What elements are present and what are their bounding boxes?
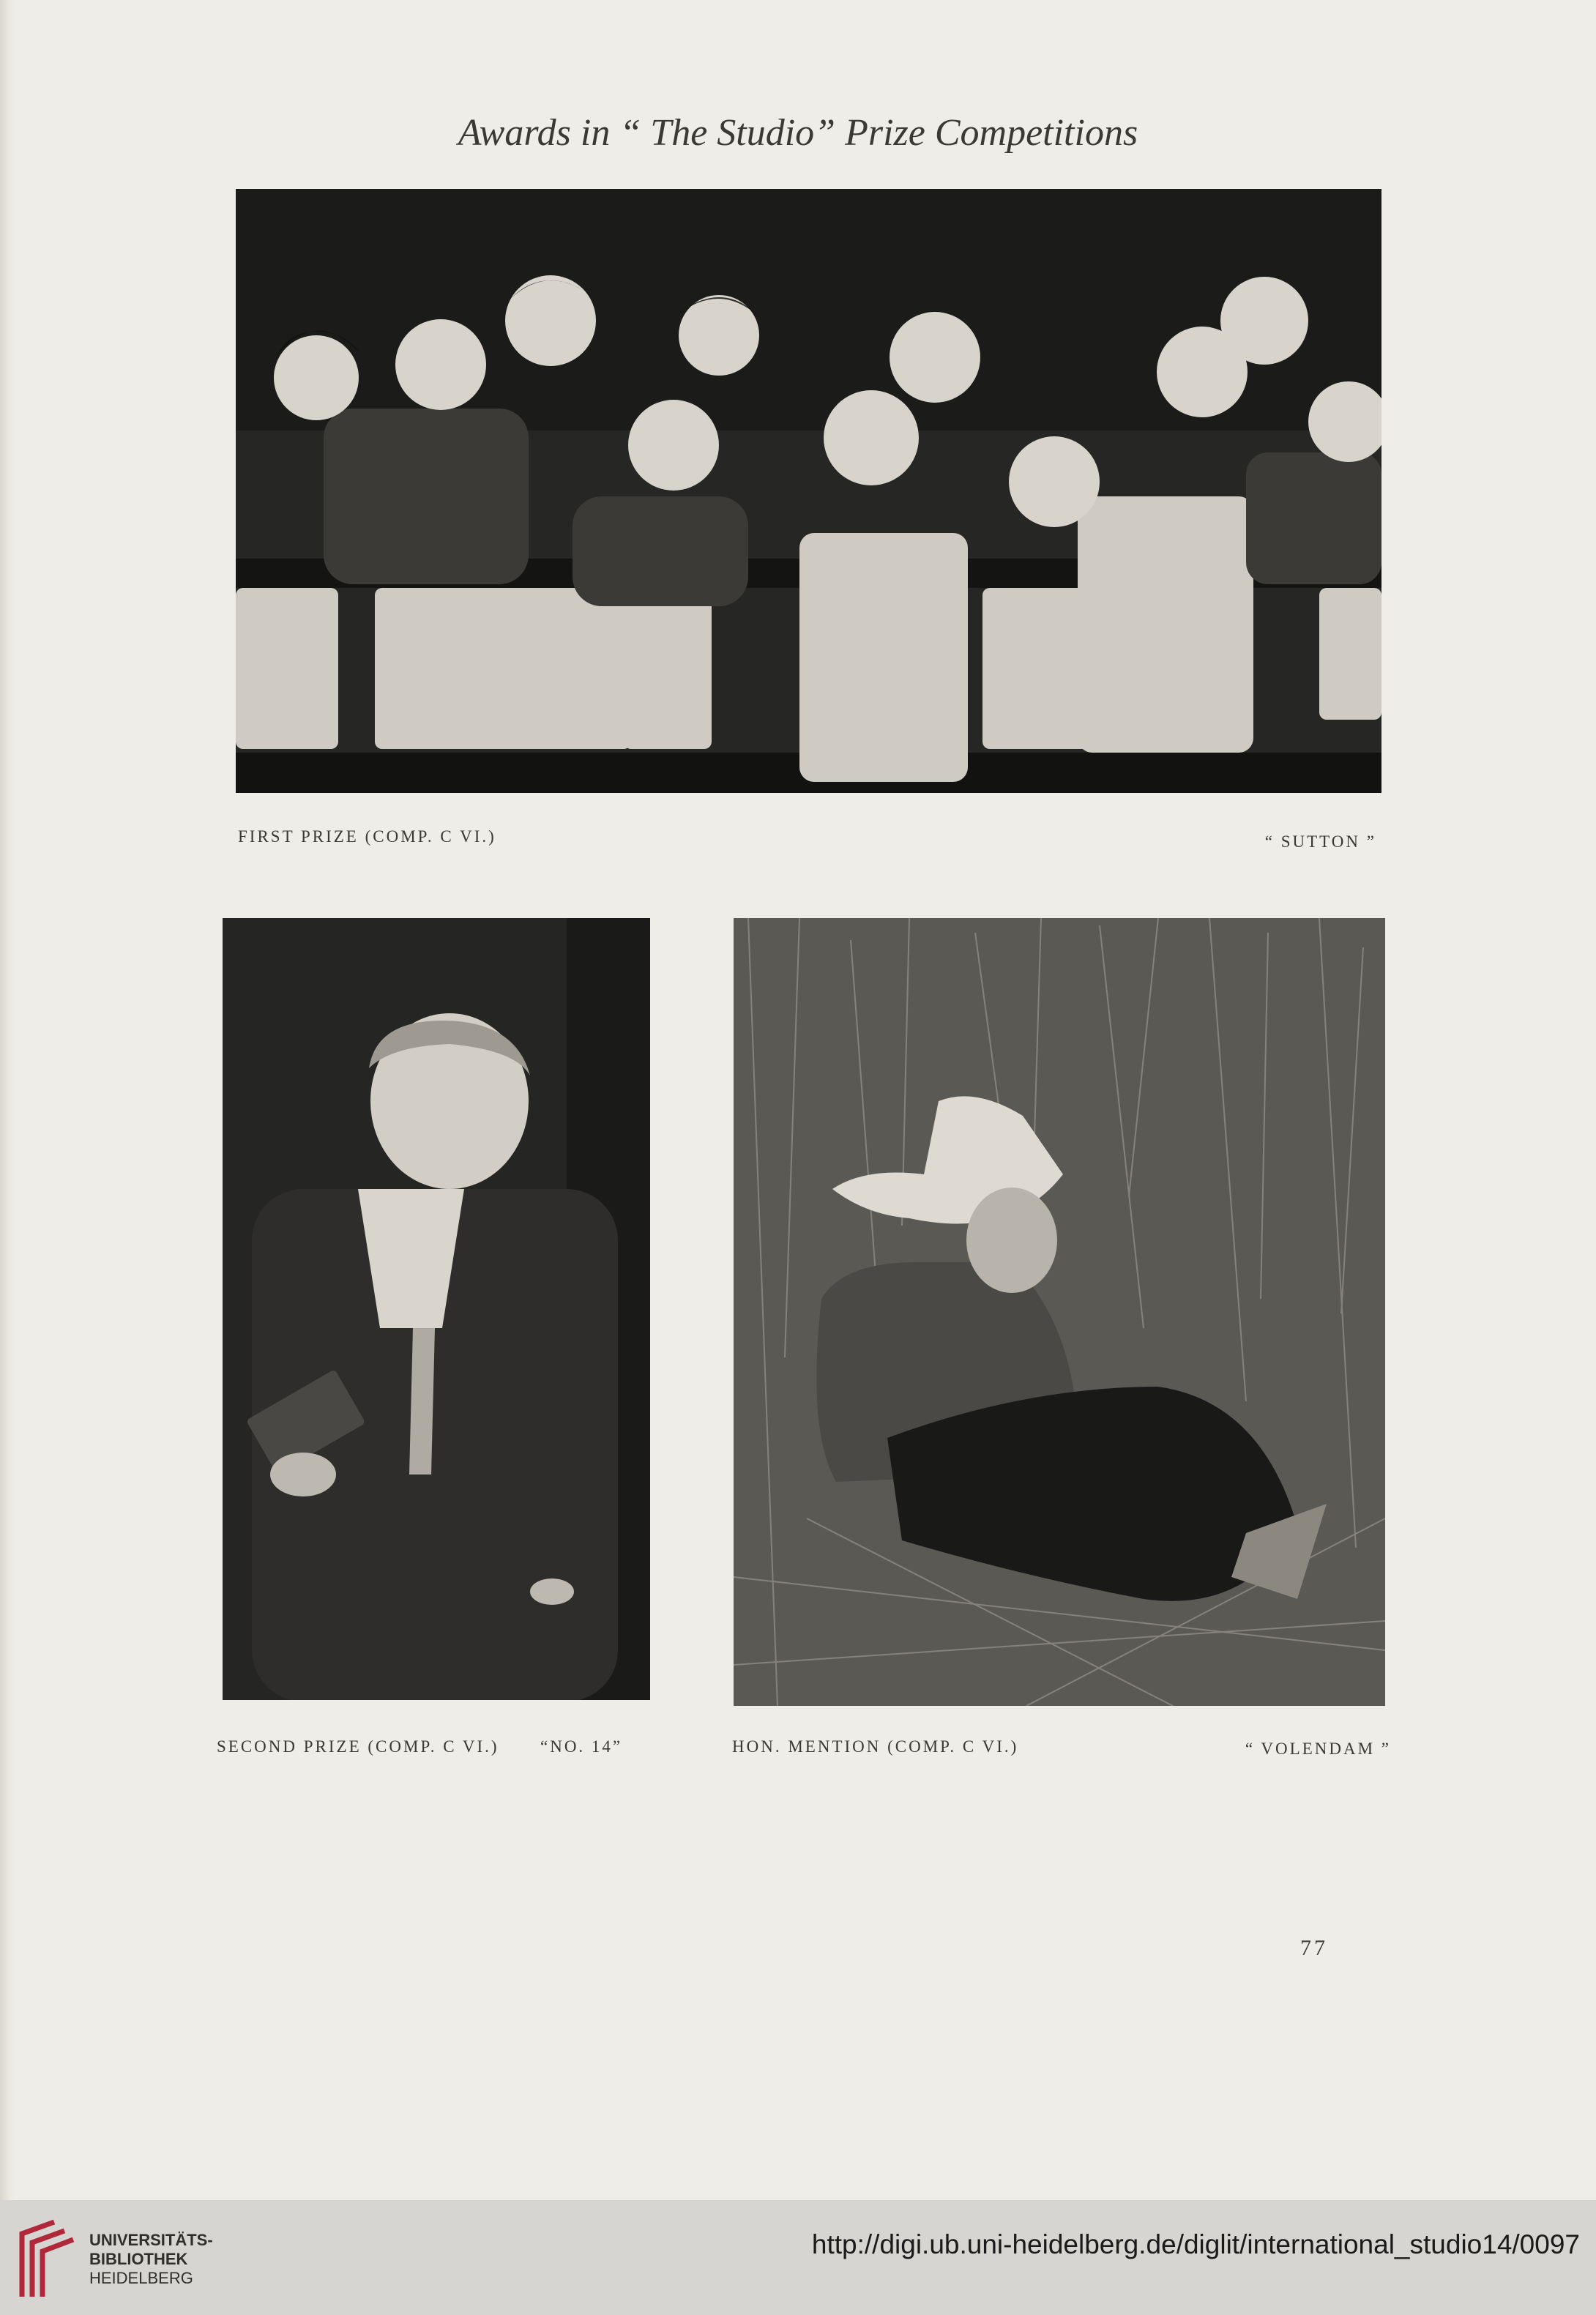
source-url-link[interactable]: http://digi.ub.uni-heidelberg.de/diglit/international_studio14/0097 — [811, 2229, 1580, 2259]
caption-sutton-left: FIRST PRIZE (COMP. C VI.) — [238, 827, 496, 846]
library-name-line2: BIBLIOTHEK — [89, 2250, 188, 2268]
library-name-line3: HEIDELBERG — [89, 2269, 193, 2287]
caption-no-14-right: “NO. 14” — [540, 1737, 623, 1756]
caption-sutton-right: “ SUTTON ” — [1264, 832, 1376, 851]
photo-volendam — [734, 918, 1385, 1706]
page-binding-edge — [0, 0, 16, 2200]
caption-volendam-left: HON. MENTION (COMP. C VI.) — [732, 1737, 1019, 1756]
photo-sutton — [236, 189, 1381, 793]
page-number: 77 — [1300, 1936, 1328, 1960]
caption-volendam-right: “ VOLENDAM ” — [1245, 1740, 1391, 1758]
library-name-line1: UNIVERSITÄTS- — [89, 2231, 213, 2249]
photo-no-14 — [223, 918, 650, 1700]
ub-heidelberg-logo-icon — [16, 2218, 76, 2300]
library-name — [89, 2231, 213, 2288]
running-title: Awards in “ The Studio” Prize Competitions — [458, 112, 1138, 154]
footer-bar — [0, 2200, 1596, 2315]
caption-no-14-left: SECOND PRIZE (COMP. C VI.) — [217, 1737, 499, 1756]
